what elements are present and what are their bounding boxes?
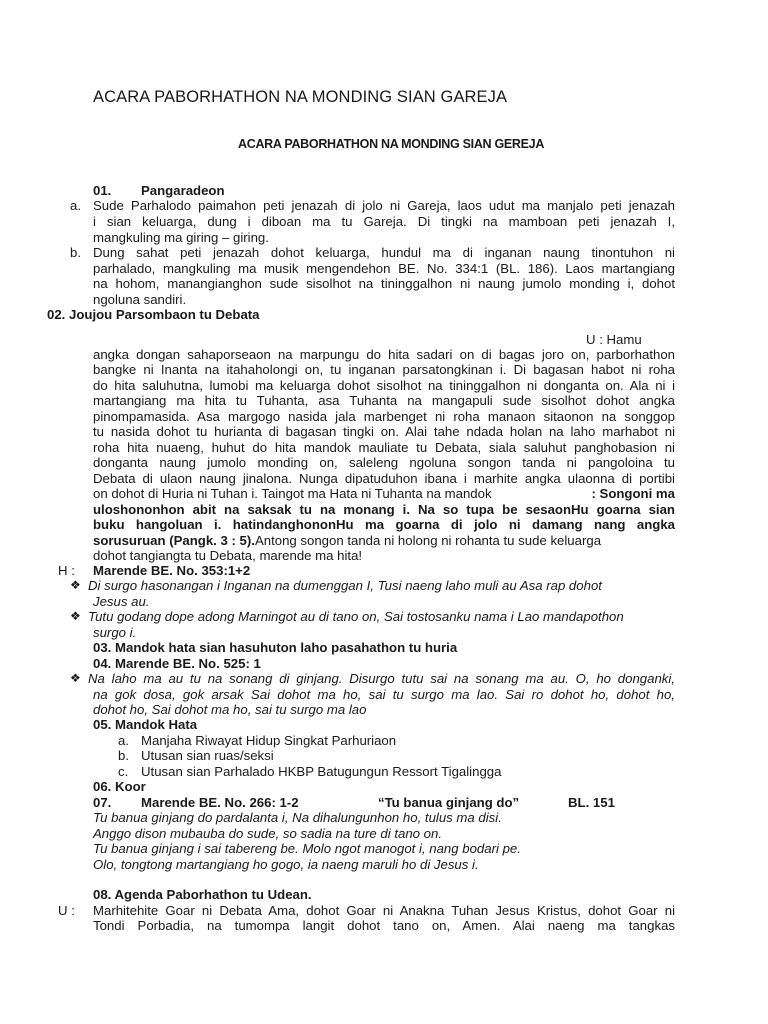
song-bl-number: BL. 151 [568,795,615,810]
sec02-closing: dohot tangiangta tu Debata, marende ma hita! [93,548,363,563]
song-line: Tu banua ginjang i sai tabereng be. Molo ngot manogot i, nang bodari pe. [93,841,521,856]
sec02-mixed-line [93,486,675,502]
song-line: Tu banua ginjang do pardalanta i, Na dihalungunhon ho, tulus ma disi. [93,810,502,825]
sec02-line: donganta naung jumolo monding on, saleleng ngoluna songon tanda ni pangoloina tu [93,455,675,470]
diamond-bullet-icon: ❖ [70,609,81,623]
sec02-line: tu nasida dohot tu hurianta di bagasan tingki on. Alai tahe ndada holan na laho marhabot ni [93,424,675,439]
item-b-line: parhalado, mangkuling ma musik mengendehon BE. No. 334:1 (BL. 186). Laos martangiang [93,261,675,276]
song-line: Olo, tongtong martangiang ho gogo, ia naeng maruli ho di Jesus i. [93,857,479,872]
item-a-line: Sude Parhalodo paimahon peti jenazah di jolo ni Gareja, laos udut ma manjalo peti jenazah [93,198,675,213]
sec02-mixed-bold: : Songoni ma [591,486,675,501]
item-b-line: na hohom, manangianghon sude sisolhot na tininggalhon ni naung jumolo monding i, dohot [93,276,675,291]
section-05-title: 05. Mandok Hata [93,717,198,732]
scripture-quote-line: buku hangoluan i. hatindanghononHu ma goarna di jolo ni damang nang angka [93,517,675,532]
sec02-line: do hita saluhutna, lumobi ma keluarga dohot sisolhot na tininggalhon ni donganta on. Ala ni i [93,378,675,393]
diamond-bullet-icon: ❖ [70,671,81,685]
item-a-line: i sian keluarga, dung i diboan ma tu Gareja. Di tingki na mamboan peti jenazah I, [93,214,675,229]
sec02-line: Debata di ulaon naung jinalona. Nunga dipatuduhon ibana i marhite angka ulaonna di portibi [93,471,675,486]
item-a-marker: a. [70,198,81,213]
sec02-line: roha hita nuaeng, huhut do hita mandok mauliate tu Debata, siala saluhut panghobasion ni [93,440,675,455]
hymn-525-line: na gok dosa, gok arsak Sai dohot ma ho, sai tu surgo ma lao. Sai ro dohot ho, dohot ho, [93,687,675,702]
section-03-title: 03. Mandok hata sian hasuhuton laho pasahathon tu huria [93,640,458,655]
section-01-title: Pangaradeon [141,183,225,198]
sec02-mixed-normal: on dohot di Huria ni Tuhan i. Taingot ma Hata ni Tuhanta na mandok [93,486,492,501]
sec05-item-text: Utusan sian ruas/seksi [141,748,274,763]
sec02-last-line [93,533,675,549]
sec08-line: Marhitehite Goar ni Debata Ama, dohot Goar ni Anakna Tuhan Jesus Kristus, dohot Goar ni [93,903,675,918]
sec05-item-text: Manjaha Riwayat Hidup Singkat Parhuriaon [141,733,397,748]
item-b-line: ngoluna sandiri. [93,292,187,307]
hymn-353-verse-1-cont: Jesus au. [93,594,150,609]
scripture-quote-line: uloshononhon abit na saksak tu na monang i. Na so tupa be sesaonHu goarna sian [93,502,675,517]
section-07-number: 07. [93,795,112,810]
item-b-line: Dung sahat peti jenazah dohot keluarga, hundul ma di inganan naung tinontuhon ni [93,245,675,260]
sec05-item-marker: a. [118,733,129,748]
sec02-line: angka dongan sahaporseaon na marpungu do hita sadari on di bagas joro on, parborhathon [93,347,675,362]
song-title: “Tu banua ginjang do” [378,795,520,810]
item-a-line: mangkuling ma giring – giring. [93,230,269,245]
scripture-reference: sorusuruan (Pangk. 3 : 5). [93,533,255,548]
sec08-line: Tondi Porbadia, na tumompa langit dohot tano on, Amen. Alai naeng ma tangkas [93,918,675,933]
speaker-u: U : Hamu [586,332,642,347]
diamond-bullet-icon: ❖ [70,578,81,592]
hymn-353-verse-2: Tutu godang dope adong Marningot au di tano on, Sai tostosanku nama i Lao mandapothon [88,609,624,624]
sec02-line: pinompamasida. Asa margogo nasida jala marbenget ni roha manaon sitaonon na songgop [93,409,675,424]
hymn-353-title: Marende BE. No. 353:1+2 [93,563,251,578]
sec02-last-normal: Antong songon tanda ni holong ni rohanta tu sude keluarga [254,533,602,548]
song-line: Anggo dison mubauba do sude, so sadia na ture di tano on. [93,826,442,841]
sec02-line: bangke ni Inanta na itahaholongi on, tu inganan parsatongkinan i. Di bagasan habot ni roha [93,362,675,377]
section-07-title: Marende BE. No. 266: 1-2 [141,795,299,810]
sec05-item-marker: c. [118,764,129,779]
sec02-line: martangiang ma hita tu Tuhanta, asa Tuhanta na mangapuli sude sisolhot dohot angka [93,393,675,408]
section-08-title: 08. Agenda Paborhathon tu Udean. [93,887,312,902]
sec05-item-text: Utusan sian Parhalado HKBP Batugungun Ressort Tigalingga [141,764,502,779]
hymn-353-verse-1: Di surgo hasonangan i Inganan na dumenggan I, Tusi naeng laho muli au Asa rap dohot [88,578,602,593]
item-b-marker: b. [70,245,81,260]
sec05-item-marker: b. [118,748,129,763]
section-04-title: 04. Marende BE. No. 525: 1 [93,656,261,671]
section-06-title: 06. Koor [93,779,146,794]
section-02-title: 02. Joujou Parsombaon tu Debata [47,307,260,322]
document-title: ACARA PABORHATHON NA MONDING SIAN GAREJA [93,88,508,106]
speaker-u: U : [58,903,75,918]
document-subtitle: ACARA PABORHATHON NA MONDING SIAN GEREJA [238,137,545,151]
speaker-h: H : [58,563,75,578]
hymn-353-verse-2-cont: surgo i. [93,625,137,640]
hymn-525-line: dohot ho, Sai dohot ma ho, sai tu surgo ma lao [93,702,367,717]
section-01-number: 01. [93,183,112,198]
hymn-525-line: Na laho ma au tu na sonang di ginjang. Disurgo tutu sai na sonang ma au. O, ho donganki, [88,671,675,686]
